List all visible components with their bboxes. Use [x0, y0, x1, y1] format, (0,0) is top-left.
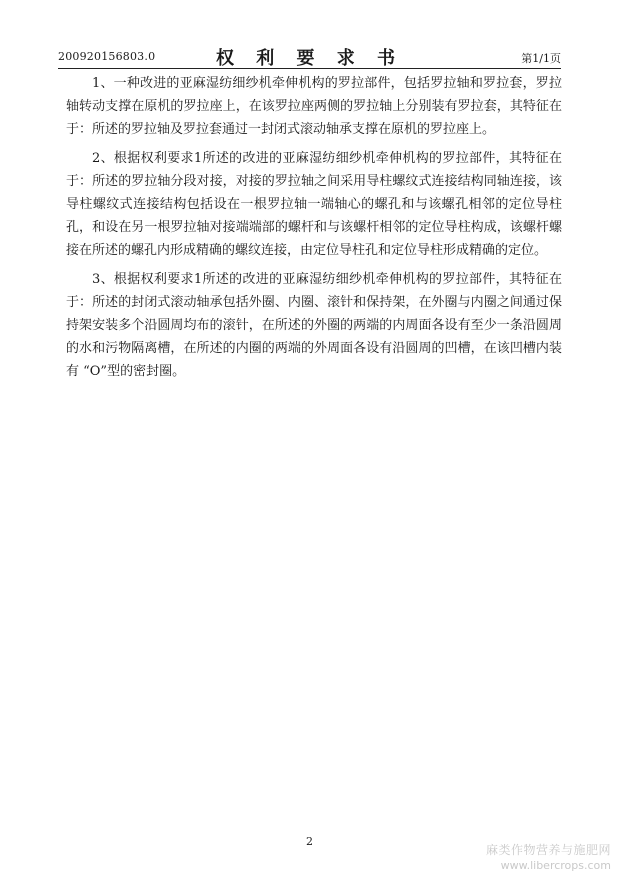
document-title: 权 利 要 求 书 — [215, 48, 404, 69]
header-divider — [58, 68, 561, 69]
application-number: 200920156803.0 — [58, 50, 156, 63]
claim-paragraph: 2、根据权利要求1所述的改进的亚麻湿纺细纱机牵伸机构的罗拉部件，其特征在于：所述的罗拉轴分段对接，对接的罗拉轴之间采用导柱螺纹式连接结构同轴连接，该导柱螺纹式连接结构包括设在一根罗拉轴一端轴心的螺孔和与该螺孔相邻的定位导柱孔，和设在另一根罗拉轴对接端端部的螺杆和与该螺杆相邻的定位导柱构成，该螺杆螺接在所述的螺孔内形成精确的螺纹连接，由定位导柱孔和定位导柱形成精确的定位。 — [66, 151, 562, 258]
page-indicator: 第1/1页 — [521, 52, 561, 65]
page-number: 2 — [306, 835, 313, 848]
watermark-url: www.libercrops.com — [500, 859, 611, 872]
watermark — [486, 843, 611, 873]
page-header — [58, 44, 561, 69]
watermark-site-name: 麻类作物营养与施肥网 — [485, 843, 611, 857]
claims-section — [66, 72, 562, 389]
claim-paragraph: 3、根据权利要求1所述的改进的亚麻湿纺细纱机牵伸机构的罗拉部件，其特征在于：所述的封闭式滚动轴承包括外圈、内圈、滚针和保持架，在外圈与内圈之间通过保持架安装多个沿圆周均布的滚针，在所述的外圈的两端的内周面各设有至少一条沿圆周的水和污物隔离槽，在所述的内圈的两端的外周面各设有沿圆周的凹槽，在该凹槽内装有 “O”型的密封圈。 — [66, 272, 562, 379]
claim-paragraph: 1、一种改进的亚麻湿纺细纱机牵伸机构的罗拉部件，包括罗拉轴和罗拉套，罗拉轴转动支撑在原机的罗拉座上，在该罗拉座两侧的罗拉轴上分别装有罗拉套，其特征在于：所述的罗拉轴及罗拉套通过一封闭式滚动轴承支撑在原机的罗拉座上。 — [66, 76, 562, 137]
